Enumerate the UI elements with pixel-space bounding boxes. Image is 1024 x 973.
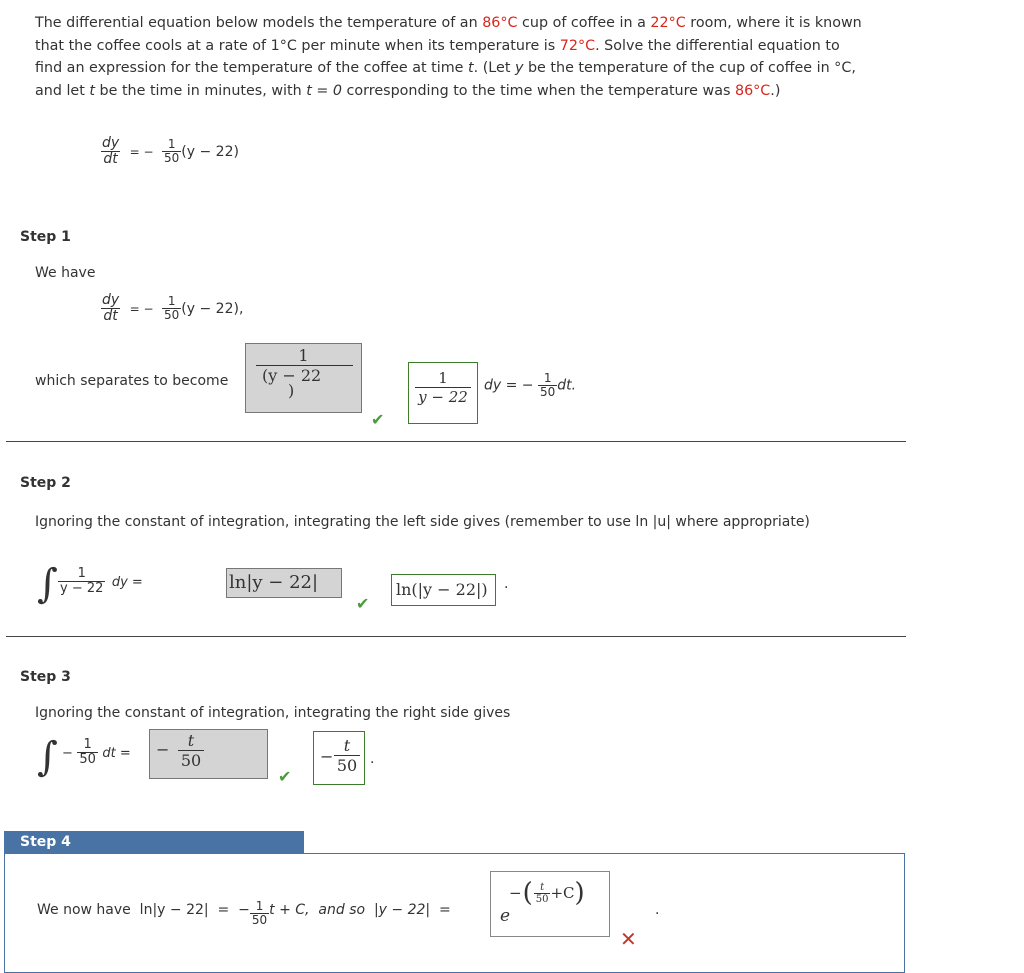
divider-2 — [6, 636, 906, 637]
step1-right-side: dy = − $\frac{1}{50}$ dt. — [484, 371, 577, 400]
initial-temp: 86°C — [482, 15, 518, 31]
step2-label: Step 2 — [20, 475, 71, 491]
step1-label: Step 1 — [20, 229, 71, 245]
step3-check-icon: ✔ — [278, 767, 292, 786]
room-temp: 22°C — [650, 15, 686, 31]
step2-correct-answer: ln(|y − 22|) — [391, 574, 496, 606]
step1-separates-text: which separates to become — [35, 373, 229, 389]
problem-statement: The differential equation below models the temperature of an 86°C cup of coffee in a 22°C room, where it is known that the coffee cools at a rate of 1°C per minute when its temperature is 72°C. Solve the differential equation to find an expression for the temperature of the coffee at time t. (Let y be the temperature of the cup of coffee in °C, and let t be the time in minutes, with t = 0 corresponding to the time when the temperature was 86°C.) — [35, 15, 862, 99]
step3-text: Ignoring the constant of integration, integrating the right side gives — [35, 705, 511, 721]
step1-check-icon: ✔ — [371, 410, 385, 429]
step1-equation: $\frac{dy}{dt}$ = − $\frac{1}{50}$ (y − 22), — [102, 292, 244, 325]
initial-temp-2: 86°C — [734, 82, 771, 99]
step1-we-have: We have — [35, 265, 96, 281]
step4-header: Step 4 — [4, 831, 304, 853]
step2-dot: · — [504, 580, 509, 596]
rate-temp: 72°C — [559, 37, 596, 54]
differential-equation: $\frac{dy}{dt}$ = − $\frac{1}{50}$ (y − 22) — [102, 135, 239, 168]
step3-correct-answer: − t 50 — [313, 731, 365, 785]
divider-1 — [6, 441, 906, 442]
integral-sign-1: ∫ — [37, 561, 58, 607]
integral-sign-2: ∫ — [37, 734, 58, 780]
step1-correct-answer: 1 y − 22 — [408, 362, 478, 424]
step4-user-answer[interactable]: e − ( $\frac{t}{50}$ +C ) — [490, 871, 610, 937]
step3-integrand: − $\frac{1}{50}$ dt = — [62, 737, 131, 768]
step2-text: Ignoring the constant of integration, integrating the left side gives (remember to use ln |u| where appropriate) — [35, 514, 810, 530]
step1-user-answer[interactable]: 1 (y − 22 ) — [245, 343, 362, 413]
step3-user-answer[interactable]: − t 50 — [149, 729, 268, 779]
step4-equation: We now have ln|y − 22| = − $\frac{1}{50}$ t + C, and so |y − 22| = — [37, 899, 451, 928]
step4-cross-icon: ✕ — [620, 927, 637, 951]
step4-dot: . — [655, 902, 660, 918]
step2-check-icon: ✔ — [356, 594, 370, 613]
step2-integrand: $\frac{1}{y - 22}$ dy = — [60, 566, 143, 597]
step2-user-answer[interactable]: ln|y − 22| — [226, 568, 342, 598]
step3-dot: . — [370, 751, 375, 767]
step3-label: Step 3 — [20, 669, 71, 685]
